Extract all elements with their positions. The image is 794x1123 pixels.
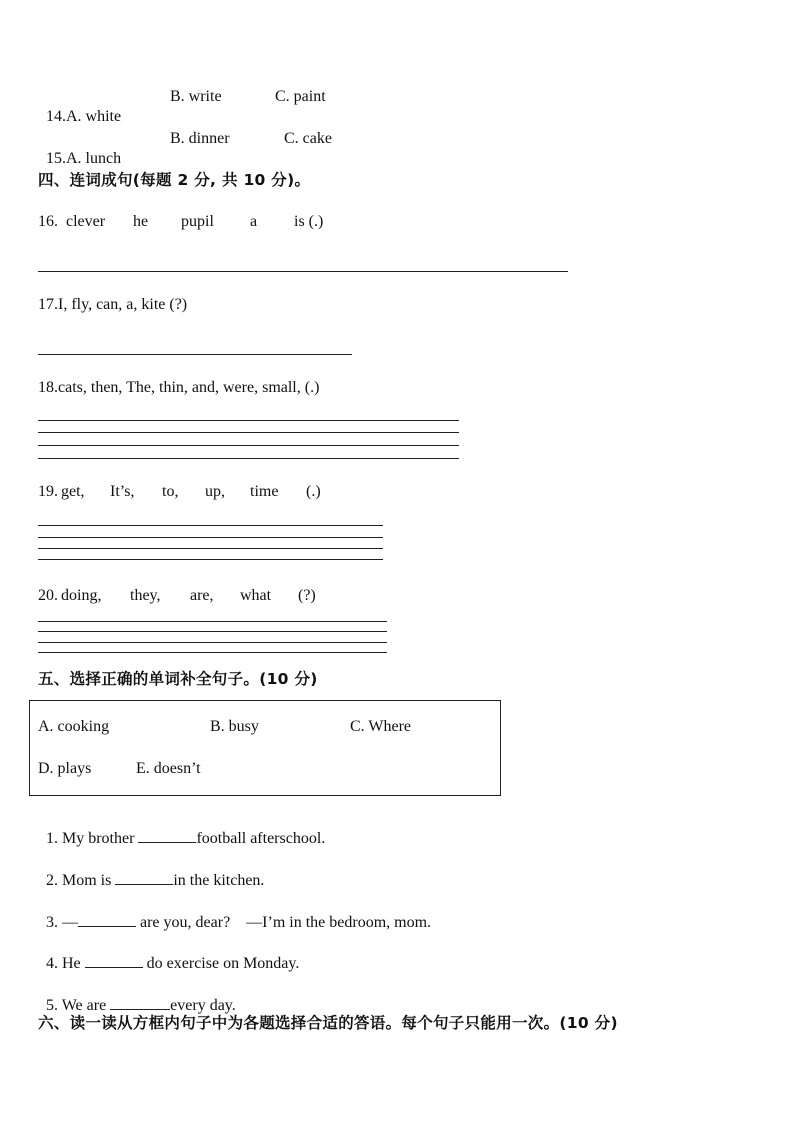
answer-line [38, 642, 387, 643]
sentence-text: 1. My brother [46, 830, 139, 847]
option-c: C. cake [284, 130, 332, 147]
sentence-5 [38, 973, 236, 1016]
word-option-a: A. cooking [38, 718, 110, 735]
sentence-text: 5. We are [46, 997, 111, 1014]
sentence-3 [38, 890, 431, 933]
word-get: get, [61, 483, 85, 500]
word-bank-box [29, 700, 501, 796]
word-option-b: B. busy [210, 718, 259, 735]
word-option-c: C. Where [350, 718, 412, 735]
sentence-text: 2. Mom is [46, 872, 116, 889]
option-b: B. write [170, 88, 222, 105]
blank-field[interactable] [110, 993, 170, 1010]
sentence-text: in the kitchen. [173, 872, 265, 889]
blank-field[interactable] [115, 868, 173, 885]
word-time: time [250, 483, 279, 500]
option-a: A. white [66, 108, 122, 125]
word-he: he [133, 213, 149, 230]
word-pupil: pupil [181, 213, 214, 230]
word-are: are, [190, 587, 214, 604]
sentence-text: every day. [170, 997, 236, 1014]
answer-line [38, 621, 387, 622]
word-option-d: D. plays [38, 760, 92, 777]
word-its: It’s, [110, 483, 135, 500]
section-5-heading: 五、选择正确的单词补全句子。(10 分) [38, 670, 318, 688]
section-6-heading: 六、读一读从方框内句子中为各题选择合适的答语。每个句子只能用一次。(10 分) [38, 1014, 618, 1032]
word-up: up, [205, 483, 225, 500]
sentence-1 [38, 806, 325, 849]
option-a: A. lunch [66, 150, 122, 167]
sentence-text: 3. — [46, 914, 78, 931]
question-20-number: 20. [38, 587, 58, 604]
answer-line [38, 537, 383, 538]
answer-line [38, 458, 459, 459]
word-option-e: E. doesn’t [136, 760, 201, 777]
question-19-number: 19. [38, 483, 58, 500]
word-question: (?) [298, 587, 316, 604]
word-clever: clever [66, 213, 106, 230]
blank-field[interactable] [78, 910, 136, 927]
question-16-number: 16. [38, 213, 58, 230]
answer-line [38, 354, 352, 355]
question-17: 17.I, fly, can, a, kite (?) [38, 296, 188, 313]
word-doing: doing, [61, 587, 102, 604]
answer-line [38, 548, 383, 549]
answer-line [38, 559, 383, 560]
word-what: what [240, 587, 272, 604]
word-period: (.) [306, 483, 321, 500]
sentence-text: 4. He [46, 955, 85, 972]
question-number: 14. [46, 108, 66, 125]
answer-line [38, 445, 459, 446]
answer-line [38, 420, 459, 421]
question-15 [38, 129, 121, 169]
question-number: 15. [46, 150, 66, 167]
answer-line [38, 271, 568, 272]
answer-line [38, 631, 387, 632]
word-to: to, [162, 483, 179, 500]
question-14 [38, 87, 121, 127]
section-4-heading: 四、连词成句(每题 2 分, 共 10 分)。 [38, 171, 311, 189]
option-b: B. dinner [170, 130, 230, 147]
word-is: is (.) [294, 213, 324, 230]
sentence-text: are you, dear? —I’m in the bedroom, mom. [136, 914, 432, 931]
question-18: 18.cats, then, The, thin, and, were, small, (.) [38, 379, 320, 396]
option-c: C. paint [275, 88, 326, 105]
sentence-4 [38, 931, 299, 974]
blank-field[interactable] [138, 826, 196, 843]
sentence-text: football afterschool. [196, 830, 326, 847]
word-they: they, [130, 587, 161, 604]
answer-line [38, 432, 459, 433]
answer-line [38, 525, 383, 526]
blank-field[interactable] [85, 951, 143, 968]
sentence-2 [38, 848, 264, 891]
word-a: a [250, 213, 258, 230]
sentence-text: do exercise on Monday. [142, 955, 300, 972]
answer-line [38, 652, 387, 653]
